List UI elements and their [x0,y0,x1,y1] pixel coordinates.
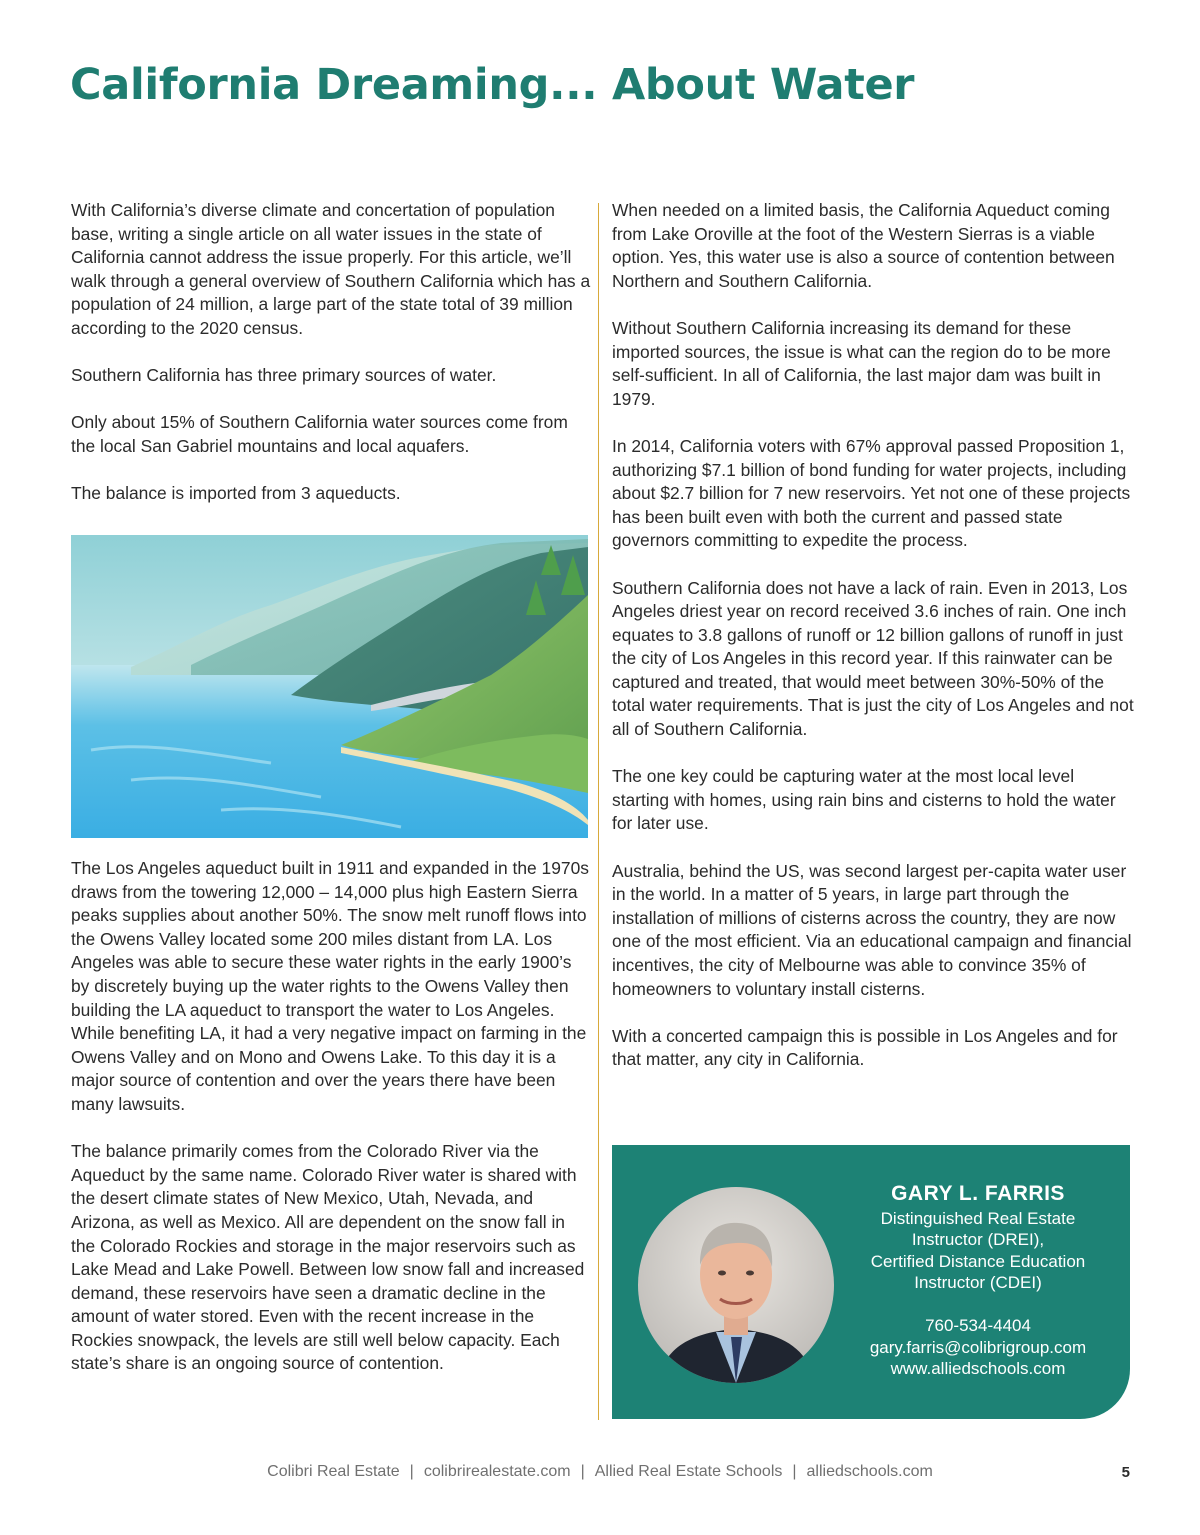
author-name: GARY L. FARRIS [891,1182,1065,1205]
page-number: 5 [1121,1464,1130,1481]
paragraph: Only about 15% of Southern California water sources come from the local San Gabriel mountains and local aquafers. [71,412,568,456]
paragraph: Australia, behind the US, was second largest per-capita water user in the world. In a matter of 5 years, in large part through the installation of millions of cisterns across the country, they are now one of the most efficient. Via an educational campaign and financial incentives, the city of Melbourne was able to convince 35% of homeowners to voluntary install cisterns. [612,860,1132,999]
article-title: California Dreaming... About Water [70,60,915,110]
footer-separator: | [792,1463,797,1480]
footer-item: Colibri Real Estate [267,1463,400,1480]
paragraph: The one key could be capturing water at the most local level starting with homes, using rain bins and cisterns to hold the water for later use. [612,766,1116,834]
left-column-bottom [71,857,591,1400]
paragraph: In 2014, California voters with 67% approval passed Proposition 1, authorizing $7.1 billion of bond funding for water projects, including about $2.7 billion for 7 new reservoirs. Yet not one of these projects has been built even with both the current and passed state governors committing to expedite the process. [612,435,1131,551]
paragraph: With California’s diverse climate and concertation of population base, writing a single article on all water issues in the state of California cannot address the issue properly. For this article, we’ll walk through a general overview of Southern California which has a population of 24 million, a large part of the state total of 39 million according to the 2020 census. [71,200,591,338]
author-credential: Distinguished Real Estate Instructor (DREI), [880,1208,1076,1249]
paragraph: With a concerted campaign this is possible in Los Angeles and for that matter, any city in California. [612,1025,1118,1070]
paragraph: The Los Angeles aqueduct built in 1911 and expanded in the 1970s draws from the towering 12,000 – 14,000 plus high Eastern Sierra peaks supplies about another 50%. The snow melt runoff flows into the Owens Valley located some 200 miles distant from LA. Los Angeles was able to secure these water rights in the early 1900’s by discretely buying up the water rights to the Owens Valley then building the LA aqueduct to transport the water to Los Angeles. While benefiting LA, it had a very negative impact on farming in the Owens Valley and on Mono and Owens Lake. To this day it is a major source of contention and over the years there have been many lawsuits. [71,858,589,1114]
footer-link[interactable]: alliedschools.com [806,1463,933,1480]
footer-separator: | [409,1463,414,1480]
footer-separator: | [580,1463,585,1480]
paragraph: The balance is imported from 3 aqueducts. [71,483,401,504]
coastline-illustration [71,535,588,838]
paragraph: The balance primarily comes from the Colorado River via the Aqueduct by the same name. Colorado River water is shared with the desert climate states of New Mexico, Utah, Nevada, and Arizona, as well as Mexico. All are dependent on the snow fall in the Colorado Rockies and storage in the major reservoirs such as Lake Mead and Lake Powell. Between low snow fall and increased demand, these reservoirs have seen a dramatic decline in the amount of water stored. Even with the recent increase in the Rockies snowpack, the levels are still well below capacity. Each state’s share is an ongoing source of contention. [71,1141,585,1374]
right-column [612,199,1134,1096]
author-card [612,1145,1130,1419]
author-website: www.alliedschools.com [890,1359,1066,1378]
paragraph: Southern California does not have a lack of rain. Even in 2013, Los Angeles driest year on record received 3.6 inches of rain. One inch equates to 3.8 gallons of runoff or 12 billion gallons of runoff in just the city of Los Angeles in this record year. If this rainwater can be captured and treated, that would meet between 30%-50% of the total water requirements. That is just the city of Los Angeles and not all of Southern California. [612,577,1134,740]
paragraph: Southern California has three primary sources of water. [71,365,497,386]
footer-link[interactable]: colibrirealestate.com [423,1463,571,1480]
author-credential: Certified Distance Education Instructor (CDEI) [870,1251,1086,1292]
author-photo [638,1187,834,1383]
author-email: gary.farris@colibrigroup.com [869,1337,1087,1357]
column-divider [598,203,599,1420]
paragraph: When needed on a limited basis, the California Aqueduct coming from Lake Oroville at the foot of the Western Sierras is a viable option. Yes, this water use is also a source of contention between Northern and Southern California. [612,200,1115,291]
author-info [850,1183,1106,1380]
paragraph: Without Southern California increasing its demand for these imported sources, the issue is what can the region do to be more self-sufficient. In all of California, the last major dam was built in 1979. [612,317,1111,409]
page-footer [0,1463,1200,1481]
left-column-top [71,199,591,529]
author-phone: 760-534-4404 [925,1316,1031,1335]
footer-item: Allied Real Estate Schools [594,1463,783,1480]
